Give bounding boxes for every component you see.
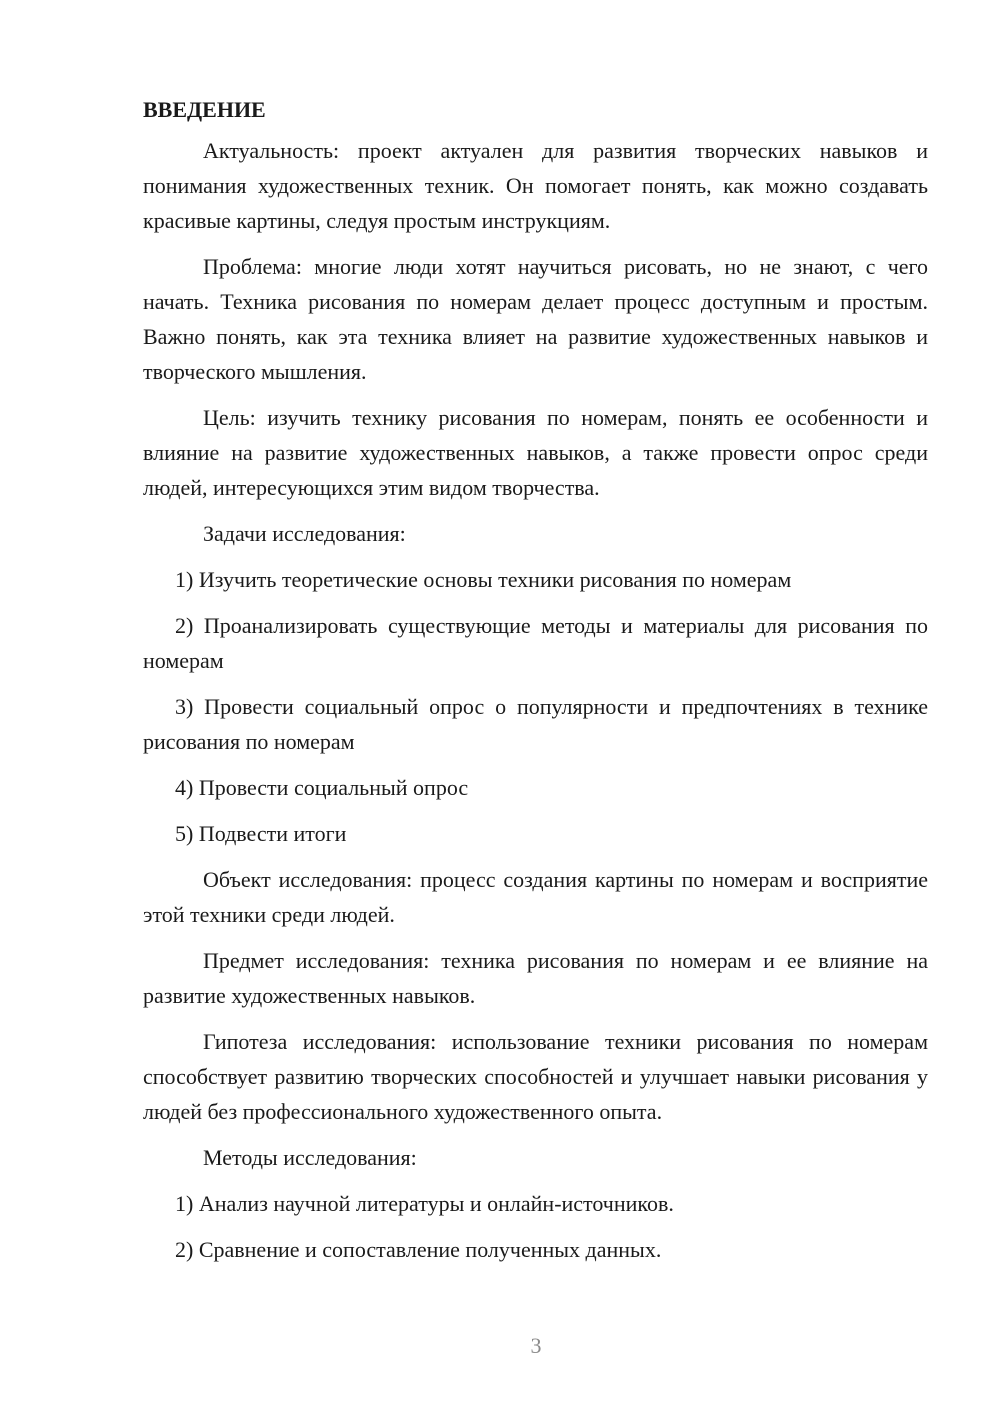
task-item-1: 1) Изучить теоретические основы техники рисования по номерам — [175, 567, 792, 592]
page-number: 3 — [530, 1333, 542, 1358]
method-item-2: 2) Сравнение и сопоставление полученных данных. — [175, 1237, 662, 1262]
object-paragraph: Объект исследования: процесс создания картины по номерам и восприятие этой техники среди людей. — [143, 867, 928, 927]
task-item-3: 3) Провести социальный опрос о популярности и предпочтениях в технике рисования по номерам — [143, 694, 928, 754]
hypothesis-paragraph: Гипотеза исследования: использование техники рисования по номерам способствует развитию творческих способностей и улучшает навыки рисования у людей без профессионального художественного опыта. — [143, 1029, 928, 1124]
goal-paragraph: Цель: изучить технику рисования по номерам, понять ее особенности и влияние на развитие художественных навыков, а также провести опрос среди людей, интересующихся этим видом творчества. — [143, 405, 928, 500]
page-title: ВВЕДЕНИЕ — [143, 97, 266, 122]
task-item-5: 5) Подвести итоги — [175, 821, 347, 846]
page-content — [143, 92, 928, 1278]
relevance-paragraph: Актуальность: проект актуален для развития творческих навыков и понимания художественных техник. Он помогает понять, как можно создавать красивые картины, следуя простым инструкциям. — [143, 138, 928, 233]
methods-heading: Методы исследования: — [203, 1145, 417, 1170]
problem-paragraph: Проблема: многие люди хотят научиться рисовать, но не знают, с чего начать. Техника рисования по номерам делает процесс доступным и простым. Важно понять, как эта техника влияет на развитие художественных навыков и творческого мышления. — [143, 254, 928, 384]
tasks-heading: Задачи исследования: — [203, 521, 406, 546]
subject-paragraph: Предмет исследования: техника рисования по номерам и ее влияние на развитие художественных навыков. — [143, 948, 928, 1008]
task-item-2: 2) Проанализировать существующие методы и материалы для рисования по номерам — [143, 613, 928, 673]
method-item-1: 1) Анализ научной литературы и онлайн-источников. — [175, 1191, 674, 1216]
task-item-4: 4) Провести социальный опрос — [175, 775, 469, 800]
